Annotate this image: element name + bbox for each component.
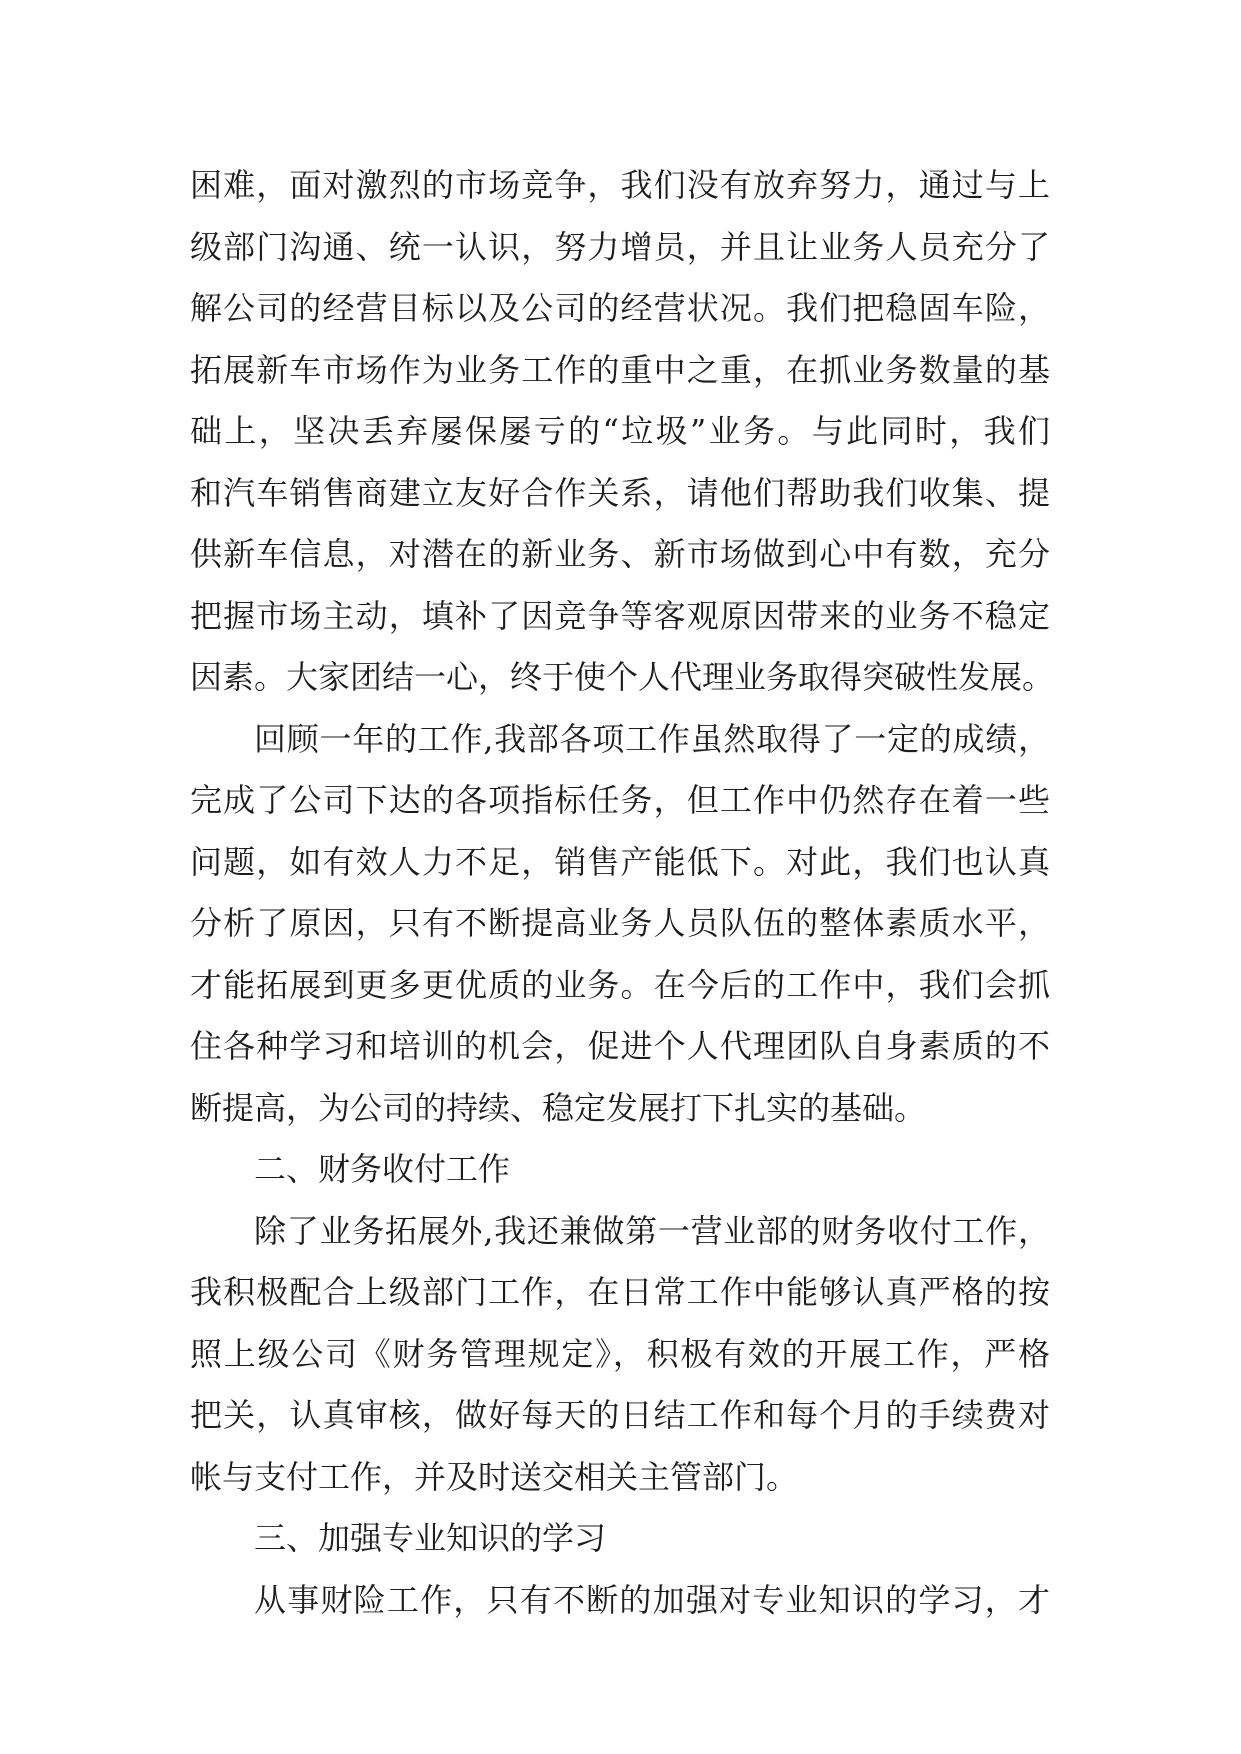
text-line: 才能拓展到更多更优质的业务。在今后的工作中，我们会抓: [190, 965, 1050, 1004]
text-line: 问题，如有效人力不足，销售产能低下。对此，我们也认真: [190, 842, 1050, 881]
section-heading: 三、加强专业知识的学习: [254, 1519, 607, 1557]
paragraph-start-line: 除了业务拓展外,我还兼做第一营业部的财务收付工作，: [254, 1211, 1050, 1250]
text-line: 础上，坚决丢弃屡保屡亏的“垃圾”业务。与此同时，我们: [190, 412, 1050, 450]
paragraph-start-line: 回顾一年的工作,我部各项工作虽然取得了一定的成绩，: [254, 719, 1050, 758]
text-line: 住各种学习和培训的机会，促进个人代理团队自身素质的不: [190, 1027, 1050, 1065]
text-line: 断提高，为公司的持续、稳定发展打下扎实的基础。: [190, 1088, 927, 1127]
text-line: 因素。大家团结一心，终于使个人代理业务取得突破性发展。: [190, 658, 1055, 696]
text-line: 完成了公司下达的各项指标任务，但工作中仍然存在着一些: [190, 781, 1050, 819]
text-line: 帐与支付工作，并及时送交相关主管部门。: [190, 1457, 799, 1496]
section-heading: 二、财务收付工作: [254, 1150, 511, 1188]
text-line: 困难，面对激烈的市场竞争，我们没有放弃努力，通过与上: [190, 166, 1050, 204]
text-line: 拓展新车市场作为业务工作的重中之重，在抓业务数量的基: [190, 350, 1050, 389]
text-line: 照上级公司《财务管理规定》，积极有效的开展工作，严格: [190, 1334, 1050, 1373]
body-text: [190, 155, 1055, 1631]
text-line: 级部门沟通、统一认识，努力增员，并且让业务人员充分了: [190, 227, 1050, 266]
text-line: 和汽车销售商建立友好合作关系，请他们帮助我们收集、提: [190, 473, 1050, 512]
paragraph-start-line: 从事财险工作，只有不断的加强对专业知识的学习，才: [254, 1580, 1050, 1619]
text-line: 分析了原因，只有不断提高业务人员队伍的整体素质水平，: [190, 904, 1050, 942]
text-line: 把关，认真审核，做好每天的日结工作和每个月的手续费对: [190, 1396, 1050, 1434]
text-line: 把握市场主动，填补了因竞争等客观原因带来的业务不稳定: [190, 596, 1050, 635]
text-line: 解公司的经营目标以及公司的经营状况。我们把稳固车险，: [190, 289, 1050, 327]
text-line: 我积极配合上级部门工作，在日常工作中能够认真严格的按: [190, 1273, 1050, 1311]
text-line: 供新车信息，对潜在的新业务、新市场做到心中有数，充分: [190, 535, 1050, 573]
